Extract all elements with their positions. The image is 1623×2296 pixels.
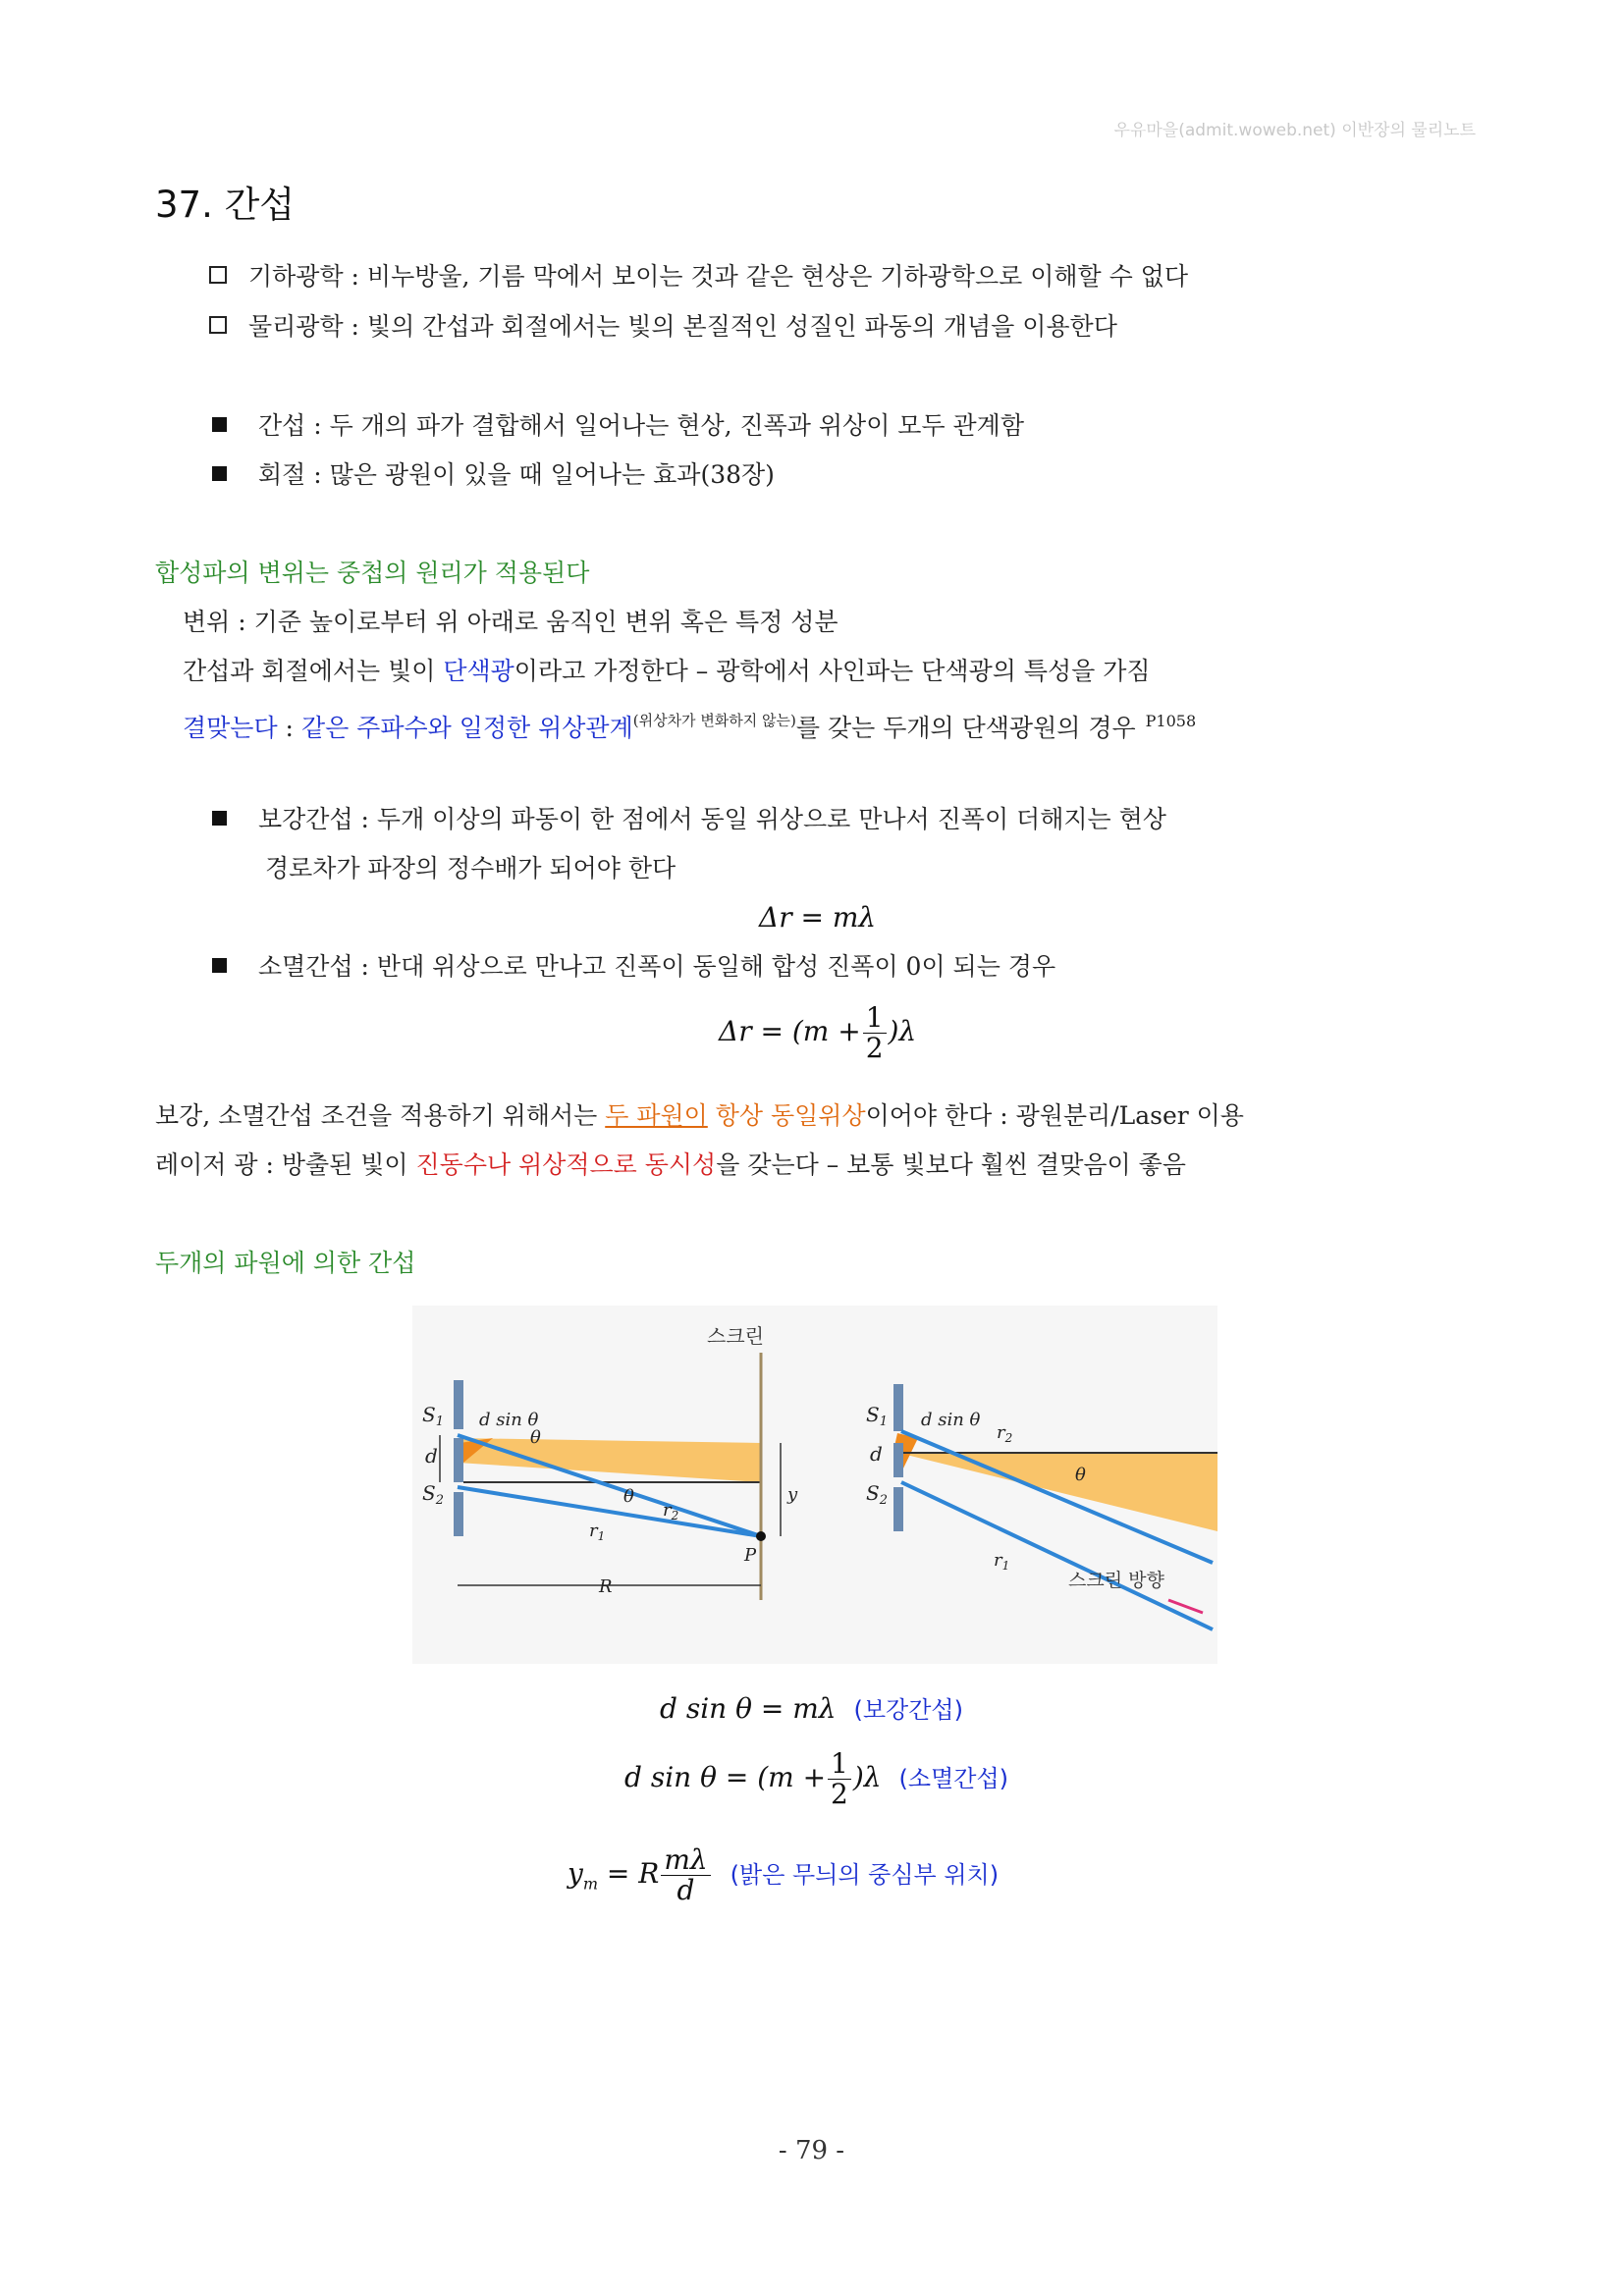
y-label: y (787, 1484, 798, 1505)
barrier-bottom (454, 1492, 463, 1536)
barrier-middle (454, 1438, 463, 1482)
s1-label: $S_1$ (422, 1403, 444, 1429)
open-square-icon (209, 316, 227, 334)
synchrony-term: 진동수나 위상적으로 동시성 (415, 1150, 717, 1179)
s2-label: $S_2$ (422, 1481, 444, 1508)
intro-item-text: 기하광학 : 비누방울, 기름 막에서 보이는 것과 같은 현상은 기하광학으로 이해할 수 없다 (248, 262, 1188, 291)
superposition-heading: 합성파의 변위는 중첩의 원리가 적용된다 (155, 559, 590, 587)
point-p (756, 1531, 766, 1541)
d-label: d (870, 1442, 883, 1466)
two-sources-term: 두 파원이 (605, 1101, 708, 1130)
theta-label: θ (623, 1486, 634, 1507)
constructive-equation: Δr = mλ (759, 901, 877, 934)
theta-label: θ (1075, 1465, 1086, 1485)
r1-label: $r_1$ (994, 1550, 1010, 1573)
fringe-position-formula: $y_m = R$ $\frac{m\lambda}{d}$ (밝은 무늬의 중심부 위치) (568, 1843, 1000, 1906)
barrier-middle (893, 1443, 903, 1477)
destructive-formula-note: (소멸간섭) (898, 1765, 1009, 1792)
coherent-definition: 같은 주파수와 일정한 위상관계 (300, 714, 633, 742)
open-square-icon (209, 266, 227, 284)
constructive-formula: d sin θ = mλ (보강간섭) (660, 1692, 963, 1725)
definition-item (212, 458, 775, 492)
constructive-formula-note: (보강간섭) (853, 1696, 963, 1724)
r2-label: $r_2$ (663, 1500, 679, 1522)
p-label: P (744, 1545, 757, 1566)
intro-item (209, 310, 1117, 344)
constructive-item: 보강간섭 : 두개 이상의 파동이 한 점에서 동일 위상으로 만나서 진폭이 더해지는 현상 (212, 803, 1166, 836)
coherence-line: 결맞는다 : 같은 주파수와 일정한 위상관계$^{(위상차가 변화하지 않는)}$를 갖는 두개의 단색광원의 경우 $^{P1058}$ (183, 712, 1197, 742)
s2-label: $S_2$ (866, 1481, 888, 1508)
s1-label: $S_1$ (866, 1403, 888, 1429)
destructive-formula: d sin θ = (m + $\frac{1}{2}$ )λ (소멸간섭) (624, 1747, 1009, 1810)
r1-label: $r_1$ (589, 1521, 606, 1543)
screen-label: 스크린 (707, 1324, 764, 1348)
r2-label: $r_2$ (997, 1422, 1013, 1445)
page-header: 우유마을(admit.woweb.net) 이반장의 물리노트 (1113, 121, 1476, 140)
monochromatic-line: 간섭과 회절에서는 빛이 단색광이라고 가정한다 – 광학에서 사인파는 단색광의 특성을 가짐 (183, 657, 1151, 685)
fringe-position-note: (밝은 무늬의 중심부 위치) (730, 1861, 1000, 1889)
same-phase-term: 항상 동일위상 (707, 1101, 866, 1130)
dsin-label: d sin θ (921, 1410, 981, 1430)
r-distance-label: R (599, 1576, 613, 1597)
definition-text: 간섭 : 두 개의 파가 결합해서 일어나는 현상, 진폭과 위상이 모두 관계함 (258, 411, 1024, 440)
intro-item (209, 260, 1188, 294)
barrier-top (454, 1380, 463, 1429)
filled-square-icon (212, 466, 227, 481)
intro-item-text: 물리광학 : 빛의 간섭과 회절에서는 빛의 본질적인 성질인 파동의 개념을 이용한다 (248, 312, 1117, 341)
two-source-heading: 두개의 파원에 의한 간섭 (155, 1249, 416, 1277)
destructive-equation: Δr = (m + $\frac{1}{2}$ )λ (719, 1001, 917, 1064)
filled-square-icon (212, 958, 227, 973)
d-label: d (425, 1444, 438, 1468)
filled-square-icon (212, 811, 227, 826)
page-number: - 79 - (778, 2136, 845, 2165)
definition-text: 회절 : 많은 광원이 있을 때 일어나는 효과(38장) (258, 460, 775, 489)
definition-item (212, 409, 1024, 443)
destructive-item: 소멸간섭 : 반대 위상으로 만나고 진폭이 동일해 합성 진폭이 0이 되는 경우 (212, 950, 1055, 984)
barrier-bottom (893, 1487, 903, 1531)
dsin-label: d sin θ (479, 1410, 539, 1430)
displacement-line: 변위 : 기준 높이로부터 위 아래로 움직인 변위 혹은 특정 성분 (183, 608, 839, 636)
page-reference: P1058 (1145, 712, 1197, 730)
barrier-top (893, 1384, 903, 1431)
monochromatic-term: 단색광 (443, 657, 514, 685)
laser-line: 레이저 광 : 방출된 빛이 진동수나 위상적으로 동시성을 갖는다 – 보통 빛보다 훨씬 결맞음이 좋음 (155, 1150, 1186, 1179)
condition-line: 보강, 소멸간섭 조건을 적용하기 위해서는 두 파원이 항상 동일위상이어야 한다 : 광원분리/Laser 이용 (155, 1101, 1244, 1130)
theta-label: θ (530, 1427, 541, 1448)
coherent-term: 결맞는다 (183, 714, 278, 742)
double-slit-figure (412, 1306, 1217, 1664)
page-title: 37. 간섭 (155, 184, 296, 226)
coherent-note: (위상차가 변화하지 않는) (632, 712, 796, 729)
filled-square-icon (212, 417, 227, 432)
screen-direction-label: 스크린 방향 (1068, 1570, 1164, 1591)
constructive-detail: 경로차가 파장의 정수배가 되어야 한다 (265, 854, 676, 882)
